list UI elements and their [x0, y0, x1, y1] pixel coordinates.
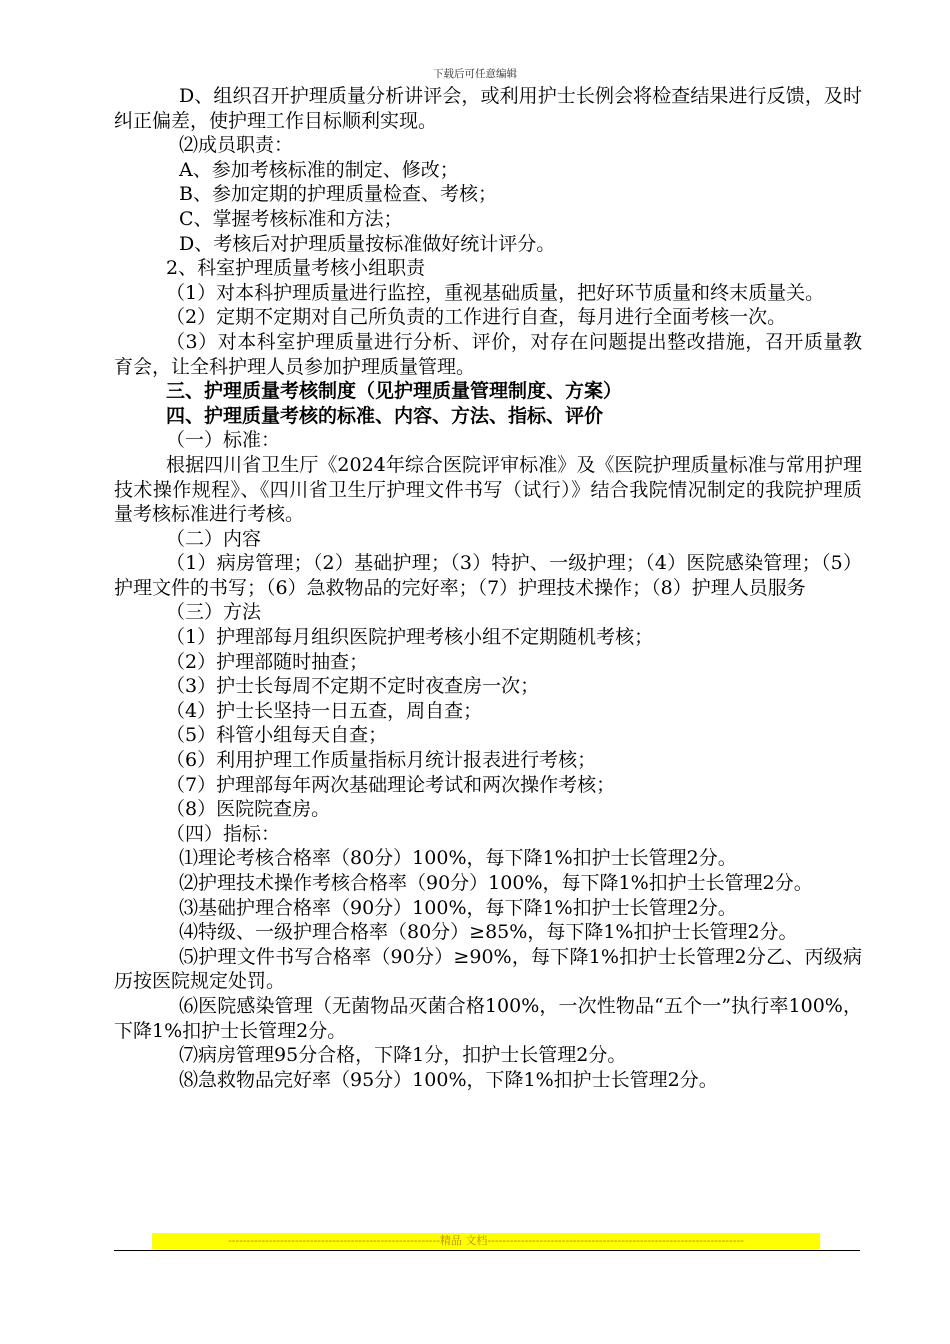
- paragraph: ⑺病房管理95分合格，下降1分，扣护士长管理2分。: [179, 1044, 627, 1067]
- paragraph: ⑻急救物品完好率（95分）100%，下降1%扣护士长管理2分。: [179, 1068, 718, 1091]
- paragraph: ⑴理论考核合格率（80分）100%，每下降1%扣护士长管理2分。: [179, 847, 737, 870]
- document-body: [114, 84, 862, 1092]
- paragraph: （四）指标：: [166, 822, 281, 845]
- paragraph: （4）护士长坚持一日五查，周自查；: [166, 699, 483, 722]
- section-heading: 四、护理质量考核的标准、内容、方法、指标、评价: [166, 404, 604, 427]
- paragraph: （2）定期不定期对自己所负责的工作进行自查，每月进行全面考核一次。: [166, 306, 787, 329]
- footer-banner: ---------------------------------------------------------精品 文档---------------------------------------------------------------------: [152, 1233, 820, 1249]
- paragraph: （3）护士长每周不定期不定时夜查房一次；: [166, 675, 540, 698]
- paragraph: 2、科室护理质量考核小组职责: [166, 257, 426, 280]
- paragraph: （1）护理部每月组织医院护理考核小组不定期随机考核；: [166, 626, 654, 649]
- paragraph: D、组织召开护理质量分析讲评会，或利用护士长例会将检查结果进行反馈，及时纠正偏差，使护理工作目标顺利实现。: [114, 85, 862, 132]
- paragraph: ⑵成员职责：: [179, 134, 294, 157]
- paragraph: （7）护理部每年两次基础理论考试和两次操作考核；: [166, 773, 616, 796]
- paragraph: ⑶基础护理合格率（90分）100%，每下降1%扣护士长管理2分。: [179, 896, 737, 919]
- paragraph: ⑵护理技术操作考核合格率（90分）100%，每下降1%扣护士长管理2分。: [179, 872, 813, 894]
- paragraph: （二）内容: [166, 527, 262, 550]
- paragraph: （3）对本科室护理质量进行分析、评价，对存在问题提出整改措施，召开质量教育会，让全科护理人员参加护理质量管理。: [114, 330, 862, 378]
- paragraph: ⑹医院感染管理（无菌物品灭菌合格100%，一次性物品“五个一”执行率100%，下降1%扣护士长管理2分。: [114, 994, 862, 1042]
- paragraph: A、参加考核标准的制定、修改；: [179, 158, 459, 181]
- paragraph: B、参加定期的护理质量检查、考核；: [179, 183, 497, 206]
- section-heading: 三、护理质量考核制度（见护理质量管理制度、方案）: [166, 380, 623, 403]
- paragraph: ⑷特级、一级护理合格率（80分）≥85%，每下降1%扣护士长管理2分。: [179, 921, 798, 944]
- paragraph: 根据四川省卫生厅《2024年综合医院评审标准》及《医院护理质量标准与常用护理技术操作规程》、《四川省卫生厅护理文件书写（试行）》结合我院情况制定的我院护理质量考核标准进行考核。: [114, 453, 862, 526]
- paragraph: （1）病房管理；（2）基础护理；（3）特护、一级护理；（4）医院感染管理；（5）护理文件的书写；（6）急救物品的完好率；（7）护理技术操作；（8）护理人员服务: [114, 552, 862, 599]
- paragraph: （2）护理部随时抽查；: [166, 650, 369, 673]
- paragraph: （5）科管小组每天自查；: [166, 724, 388, 747]
- paragraph: ⑸护理文件书写合格率（90分）≥90%，每下降1%扣护士长管理2分乙、丙级病历按医院规定处罚。: [114, 945, 862, 993]
- paragraph: （一）标准：: [166, 429, 281, 452]
- paragraph: （1）对本科护理质量进行监控，重视基础质量，把好环节质量和终末质量关。: [166, 281, 825, 304]
- paragraph: C、掌握考核标准和方法；: [179, 207, 403, 230]
- paragraph: D、考核后对护理质量按标准做好统计评分。: [179, 232, 556, 255]
- paragraph: （三）方法: [166, 601, 262, 624]
- paragraph: （8）医院院查房。: [166, 798, 331, 821]
- paragraph: （6）利用护理工作质量指标月统计报表进行考核；: [166, 749, 597, 772]
- footer-divider: [114, 1250, 860, 1251]
- page-header: 下载后可任意编辑: [433, 68, 517, 80]
